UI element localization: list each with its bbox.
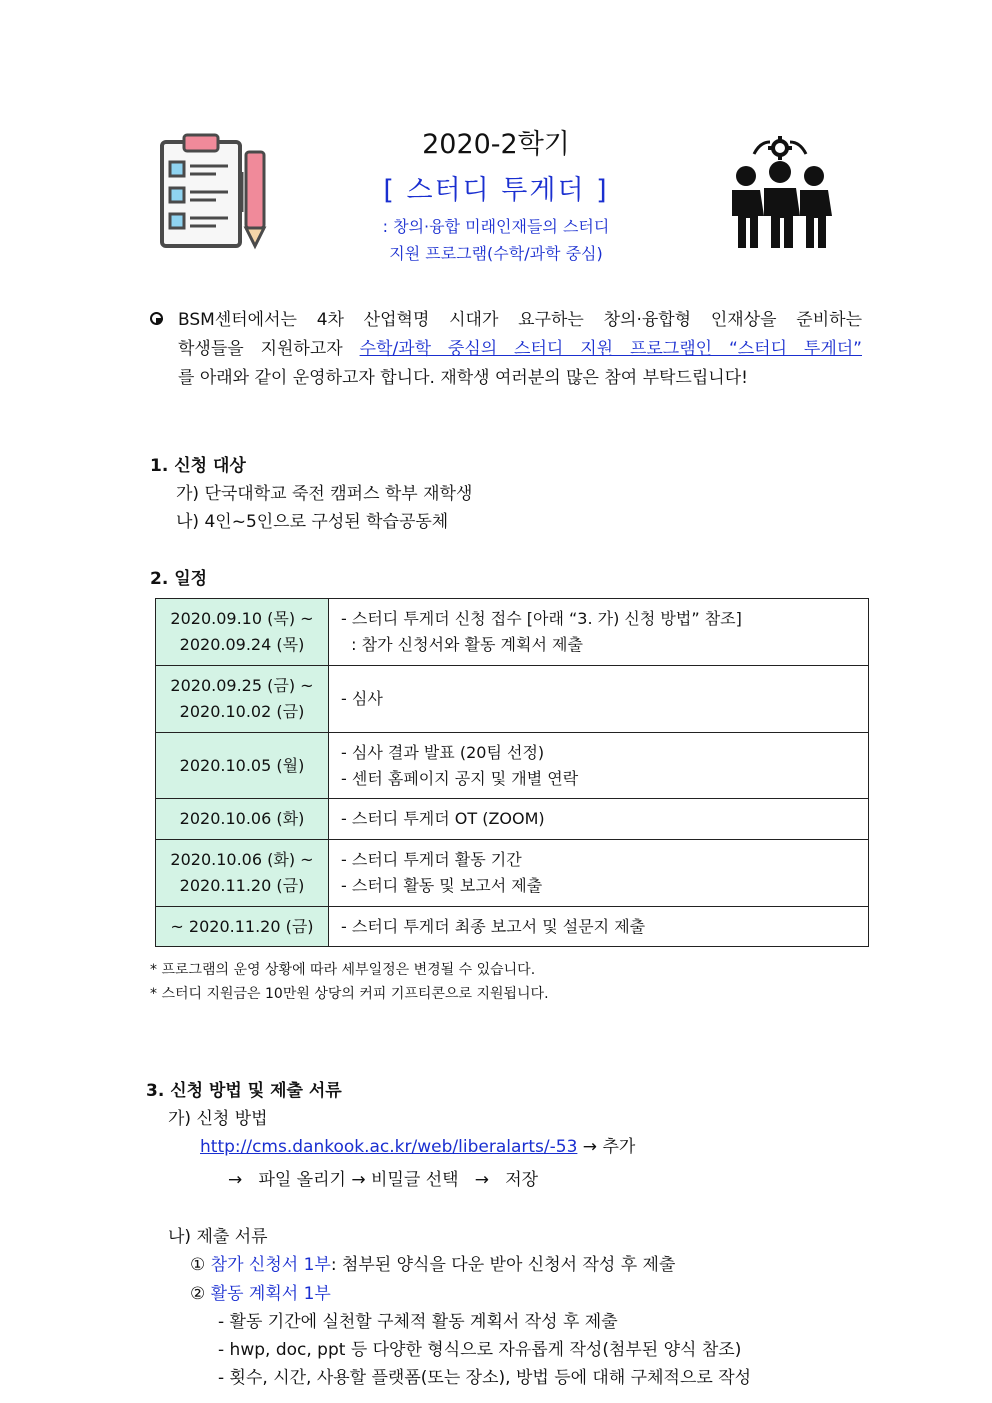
target-item: 가) 단국대학교 죽전 캠퍼스 학부 재학생 <box>176 484 473 504</box>
schedule-date: 2020.10.06 (화) ~ 2020.11.20 (금) <box>156 840 329 907</box>
doc-name: 활동 계획서 1부 <box>210 1284 331 1304</box>
doc-2-detail: - hwp, doc, ppt 등 다양한 형식으로 자유롭게 작성(첨부된 양식 참조) <box>218 1340 742 1360</box>
table-row <box>156 799 869 840</box>
table-row <box>156 907 869 947</box>
table-row <box>156 599 869 666</box>
schedule-date: 2020.10.06 (화) <box>156 799 329 840</box>
doc-name: 참가 신청서 1부 <box>210 1255 331 1275</box>
circle-bullet-icon <box>150 312 163 325</box>
schedule-date: ~ 2020.11.20 (금) <box>156 907 329 947</box>
schedule-content: - 스터디 투게더 활동 기간 - 스터디 활동 및 보고서 제출 <box>329 840 869 907</box>
program-highlight: 수학/과학 중심의 스터디 지원 프로그램인 “스터디 투게더” <box>359 339 862 359</box>
schedule-content: - 스터디 투게더 OT (ZOOM) <box>329 799 869 840</box>
section-1-heading: 1. 신청 대상 <box>150 456 246 476</box>
section-2-heading: 2. 일정 <box>150 569 208 589</box>
schedule-date: 2020.09.25 (금) ~ 2020.10.02 (금) <box>156 666 329 733</box>
application-link[interactable]: http://cms.dankook.ac.kr/web/liberalarts/-53 <box>200 1137 578 1157</box>
doc-2-detail: - 활동 기간에 실천할 구체적 활동 계획서 작성 후 제출 <box>218 1312 618 1332</box>
intro-line <box>178 335 862 364</box>
table-row <box>156 840 869 907</box>
doc-item-2 <box>190 1279 331 1304</box>
schedule-note: * 스터디 지원금은 10만원 상당의 커피 기프티콘으로 지원됩니다. <box>150 986 549 1002</box>
intro-text: 학생들을 지원하고자 <box>178 339 360 359</box>
doc-item-1 <box>190 1250 675 1275</box>
program-title: [ 스터디 투게더 ] <box>383 175 609 206</box>
schedule-content: - 심사 결과 발표 (20팀 선정) - 센터 홈페이지 공지 및 개별 연락 <box>329 733 869 799</box>
schedule-content: - 스터디 투게더 최종 보고서 및 설문지 제출 <box>329 907 869 947</box>
schedule-note: * 프로그램의 운영 상황에 따라 세부일정은 변경될 수 있습니다. <box>150 962 536 978</box>
schedule-table <box>155 598 869 947</box>
program-subtitle-2: 지원 프로그램(수학/과학 중심) <box>389 244 603 263</box>
method-next-step: → 추가 <box>577 1137 636 1157</box>
schedule-date: 2020.10.05 (월) <box>156 733 329 799</box>
table-row <box>156 733 869 799</box>
intro-line: BSM센터에서는 4차 산업혁명 시대가 요구하는 창의·융합형 인재상을 준비하는 <box>178 310 862 330</box>
docs-label: 나) 제출 서류 <box>168 1227 268 1247</box>
method-label: 가) 신청 방법 <box>168 1109 268 1129</box>
schedule-content: - 스터디 투게더 신청 접수 [아래 “3. 가) 신청 방법” 참조] : 참가 신청서와 활동 계획서 제출 <box>329 599 869 666</box>
schedule-content: - 심사 <box>329 666 869 733</box>
doc-2-detail: - 횟수, 시간, 사용할 플랫폼(또는 장소), 방법 등에 대해 구체적으로 작성 <box>218 1368 752 1388</box>
section-3-heading: 3. 신청 방법 및 제출 서류 <box>146 1081 342 1101</box>
program-subtitle-1: : 창의·융합 미래인재들의 스터디 <box>382 217 610 236</box>
intro-paragraph <box>150 306 862 393</box>
doc-desc: : 첨부된 양식을 다운 받아 신청서 작성 후 제출 <box>330 1255 676 1275</box>
doc-number: ② <box>190 1284 206 1304</box>
method-steps: → 파일 올리기 → 비밀글 선택 → 저장 <box>228 1170 539 1190</box>
doc-number: ① <box>190 1255 206 1275</box>
intro-line: 를 아래와 같이 운영하고자 합니다. 재학생 여러분의 많은 참여 부탁드립니다! <box>178 368 748 388</box>
table-row <box>156 666 869 733</box>
semester-title: 2020-2학기 <box>422 129 570 160</box>
schedule-date: 2020.09.10 (목) ~ 2020.09.24 (목) <box>156 599 329 666</box>
method-url-line <box>200 1132 635 1157</box>
target-item: 나) 4인~5인으로 구성된 학습공동체 <box>176 512 449 532</box>
